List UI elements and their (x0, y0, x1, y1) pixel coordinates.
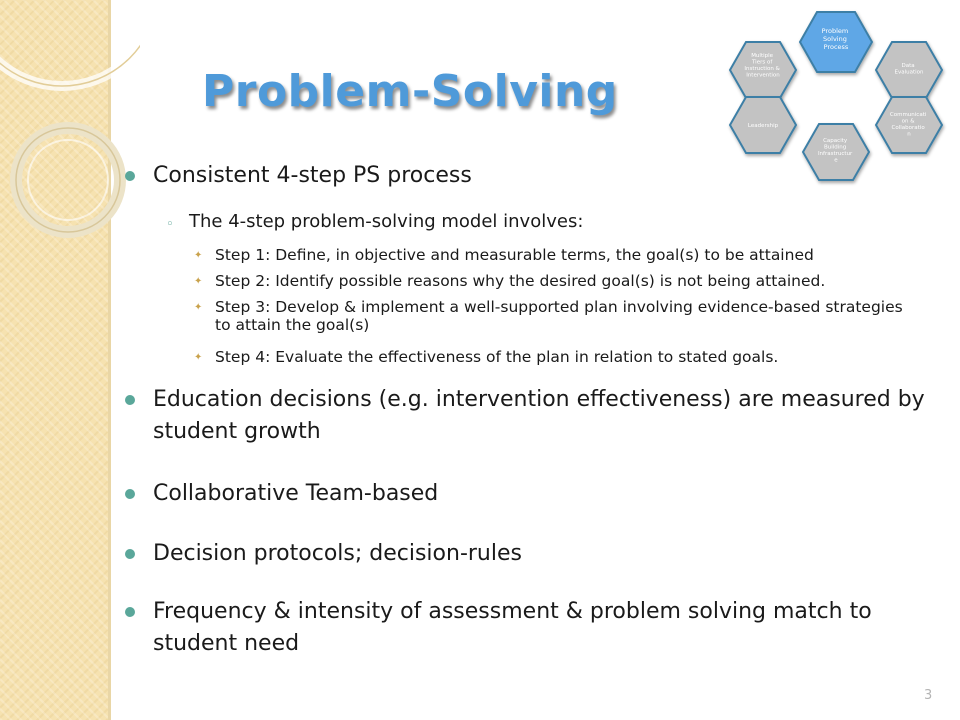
bullet-item (153, 478, 933, 510)
hex-label-line: e (834, 157, 838, 164)
hex-label-line: Multiple (751, 53, 774, 59)
hex-label-line: Process (823, 43, 849, 51)
step-text: Step 2: Identify possible reasons why the desired goal(s) is not being attained. (215, 272, 826, 290)
hex-label-line: Evaluation (894, 69, 924, 76)
sub-bullet-item (166, 210, 584, 234)
bullet-text: Consistent 4-step PS process (153, 163, 472, 188)
bullet-item (153, 538, 933, 570)
bullet-item (153, 596, 933, 660)
slide-title: Problem-Solving (202, 66, 618, 117)
step-text: Step 4: Evaluate the effectiveness of the plan in relation to stated goals. (215, 348, 779, 366)
bullet-text: Collaborative Team-based (153, 481, 439, 506)
hex-center (800, 12, 872, 72)
step-bullet-icon: ✦ (194, 302, 203, 313)
sub-bullet-ring-icon: ◦ (166, 217, 174, 232)
bullet-dot-icon (125, 549, 135, 559)
hex-label-line: on & (901, 118, 915, 125)
hex-label-line: Intervention (746, 72, 780, 79)
bullet-item (153, 157, 933, 192)
step-item (194, 246, 915, 264)
step-text: Step 1: Define, in objective and measurable terms, the goal(s) to be attained (215, 246, 814, 264)
decorative-circles (0, 0, 140, 720)
step-item (194, 298, 905, 334)
step-bullet-icon: ✦ (194, 250, 203, 261)
hex-communication (876, 97, 942, 153)
hex-multiple-tiers (730, 42, 796, 98)
hex-label-line: Capacity (823, 138, 848, 144)
bullet-text: Education decisions (e.g. intervention effectiveness) are measured by student growth (153, 387, 925, 444)
step-text: Step 3: Develop & implement a well-supported plan involving evidence-based strategies to attain the goal(s) (215, 298, 903, 334)
hex-label-leadership: Leadership (747, 123, 779, 129)
bullet-text: Decision protocols; decision-rules (153, 541, 522, 566)
hex-label-line: n (907, 131, 911, 138)
hex-label-line: Data (901, 63, 915, 69)
bullet-dot-icon (125, 489, 135, 499)
bullet-dot-icon (125, 171, 135, 181)
step-item (194, 348, 915, 366)
bullet-item (153, 384, 933, 448)
step-bullet-icon: ✦ (194, 352, 203, 363)
svg-text:Problem Solving (822, 27, 851, 51)
hex-label-line: Infrastructur (817, 151, 853, 157)
step-item (194, 272, 915, 290)
hex-data-evaluation (876, 42, 942, 98)
hex-label-line: Collaboratio (891, 125, 925, 131)
step-bullet-icon: ✦ (194, 276, 203, 287)
hex-label-line: Problem (821, 27, 849, 35)
hex-label-line: Tiers of (751, 59, 773, 66)
page-number: 3 (924, 688, 933, 703)
hex-label-line: Building (823, 144, 847, 151)
bullet-dot-icon (125, 607, 135, 617)
bullet-text: Frequency & intensity of assessment & problem solving match to student need (153, 599, 872, 656)
bullet-dot-icon (125, 395, 135, 405)
hex-label-line: Instruction & (744, 66, 780, 72)
hex-leadership (730, 97, 796, 153)
hex-label-line: Solving (823, 35, 847, 43)
hex-label-line: Communicati (889, 112, 927, 118)
sub-bullet-text: The 4-step problem-solving model involves: (189, 211, 584, 232)
